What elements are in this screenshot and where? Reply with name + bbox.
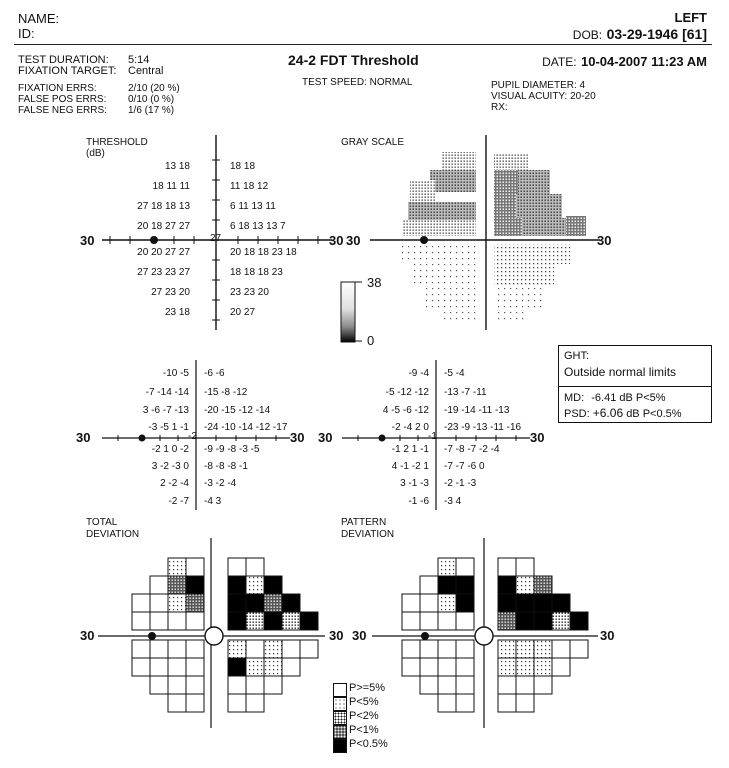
pattern-dev-row-3-left: 4 -5 -6 -12 [382, 405, 429, 416]
blind-spot-marker [150, 236, 158, 244]
dob-label: DOB: [572, 28, 603, 42]
total-dev-row-4-left: -3 -5 1 -1 [148, 422, 189, 433]
grayscale-axis-right-30: 30 [597, 233, 612, 248]
total-dev-row-5-right: -9 -9 -8 -3 -5 [204, 444, 260, 455]
total-dev-row-6-left: 3 -2 -3 0 [151, 461, 189, 472]
pattern-dev-row-4-left: -2 -4 2 0 [391, 422, 429, 433]
duration-value: 5:14 [128, 54, 150, 66]
psd-label: PSD: [564, 408, 590, 420]
pattern-dev-row-7-left: 3 -1 -3 [400, 478, 429, 489]
scale-min-label: 0 [367, 333, 375, 348]
pattern-map-axis-right-30: 30 [600, 628, 615, 643]
threshold-row-1-left: 13 18 [164, 161, 190, 172]
fixation-target-value: Central [128, 65, 164, 77]
threshold-row-3-right: 6 11 13 11 [230, 201, 276, 212]
date-field [542, 54, 707, 70]
grayscale-map [340, 130, 630, 335]
psd-p: P<0.5% [642, 408, 682, 420]
pattern-deviation-title: PATTERN DEVIATION [341, 517, 395, 540]
total-dev-row-6-right: -8 -8 -8 -1 [204, 461, 248, 472]
legend-label-p2: P<2% [349, 710, 379, 722]
threshold-row-2-left: 18 11 11 [152, 181, 190, 192]
fixation-target-label: FIXATION TARGET: [18, 65, 117, 77]
total-dev-row-5-left: -2 1 0 -2 [151, 444, 189, 455]
threshold-axis-right-30: 30 [329, 233, 344, 248]
threshold-row-7-right: 23 23 20 [230, 287, 269, 298]
psd-value: +6.06 [592, 406, 624, 420]
false-neg-value: 1/6 (17 %) [128, 105, 175, 116]
total-dev-row-1-right: -6 -6 [204, 368, 225, 379]
total-dev-blind-spot [139, 435, 146, 442]
threshold-row-5-left: 20 20 27 27 [137, 247, 190, 258]
name-label: NAME: [18, 11, 60, 26]
total-map-axis-right-30: 30 [329, 628, 344, 643]
total-deviation-map [98, 538, 325, 728]
dob-value: 03-29-1946 [61] [606, 26, 707, 42]
grayscale-gradient [338, 278, 368, 346]
pattern-dev-row-1-right: -5 -4 [444, 368, 465, 379]
false-neg-label: FALSE NEG ERRS: [18, 105, 107, 116]
total-dev-axis-left-30: 30 [76, 430, 91, 445]
pattern-dev-row-2-left: -5 -12 -12 [385, 387, 429, 398]
total-dev-row-2-left: -7 -14 -14 [145, 387, 189, 398]
total-dev-row-7-right: -3 -2 -4 [204, 478, 237, 489]
total-dev-row-2-right: -15 -8 -12 [204, 387, 248, 398]
rx: RX: [491, 102, 508, 113]
header-rule [14, 44, 712, 45]
total-dev-row-8-left: -2 -7 [168, 496, 189, 507]
legend-swatch-p1 [333, 725, 347, 739]
total-dev-foveal-value: -2 [188, 431, 197, 442]
fixation-errs-value: 2/10 (20 %) [128, 83, 180, 94]
threshold-row-8-left: 23 18 [164, 307, 190, 318]
threshold-row-2-right: 11 18 12 [230, 181, 269, 192]
total-dev-row-3-left: 3 -6 -7 -13 [142, 405, 189, 416]
legend-label-p1: P<1% [349, 724, 379, 736]
threshold-row-6-right: 18 18 18 23 [230, 267, 283, 278]
pattern-dev-row-8-left: -1 -6 [408, 496, 429, 507]
ght-title: GHT: [564, 350, 590, 362]
ght-divider [559, 386, 711, 387]
ght-result: Outside normal limits [564, 365, 677, 379]
total-dev-row-3-right: -20 -15 -12 -14 [204, 405, 271, 416]
pattern-map-axis-left-30: 30 [352, 628, 367, 643]
date-label: DATE: [542, 55, 577, 69]
pattern-dev-foveal-value: -1 [428, 431, 437, 442]
pattern-dev-row-8-right: -3 4 [444, 496, 462, 507]
visual-acuity: VISUAL ACUITY: 20-20 [491, 91, 596, 102]
threshold-unit: (dB) [86, 148, 105, 159]
pattern-dev-row-4-right: -23 -9 -13 -11 -16 [444, 422, 522, 433]
md-p: P<5% [635, 392, 666, 404]
id-label: ID: [18, 26, 35, 41]
md-value: -6.41 [591, 392, 617, 404]
scale-max-label: 38 [367, 275, 382, 290]
legend-swatch-p2 [333, 711, 347, 725]
pattern-dev-row-5-right: -7 -8 -7 -2 -4 [444, 444, 500, 455]
threshold-row-3-left: 27 18 18 13 [137, 201, 190, 212]
legend-swatch-p5-plus [333, 683, 347, 697]
threshold-title: THRESHOLD [86, 137, 148, 148]
grayscale-title: GRAY SCALE [341, 137, 404, 148]
md-row [564, 393, 666, 404]
threshold-row-1-right: 18 18 [230, 161, 256, 172]
pattern-dev-axis-left-30: 30 [318, 430, 333, 445]
grayscale-axis-left-30: 30 [346, 233, 361, 248]
total-dev-row-4-right: -24 -10 -14 -12 -17 [204, 422, 288, 433]
eye-label: LEFT [674, 10, 707, 25]
total-dev-row-1-left: -10 -5 [162, 368, 189, 379]
grayscale-dither-upper [402, 152, 586, 236]
threshold-foveal-value: 27 [210, 233, 222, 244]
pattern-dev-row-5-left: -1 2 1 -1 [391, 444, 429, 455]
legend-swatch-p05 [333, 739, 347, 753]
md-unit: dB [619, 392, 633, 404]
threshold-row-4-left: 20 18 27 27 [137, 221, 190, 232]
md-label: MD: [564, 392, 585, 404]
pattern-dev-axis-right-30: 30 [530, 430, 545, 445]
legend-label-p5-plus: P>=5% [349, 682, 386, 694]
pattern-dev-row-6-right: -7 -7 -6 0 [444, 461, 485, 472]
pattern-dev-row-7-right: -2 -1 -3 [444, 478, 477, 489]
threshold-row-5-right: 20 18 18 23 18 [230, 247, 297, 258]
pattern-dev-row-2-right: -13 -7 -11 [444, 387, 487, 398]
total-dev-row-7-left: 2 -2 -4 [160, 478, 189, 489]
threshold-row-6-left: 27 23 23 27 [137, 267, 190, 278]
ght-box [558, 345, 712, 423]
test-speed: TEST SPEED: NORMAL [302, 77, 413, 88]
program-title: 24-2 FDT Threshold [288, 52, 419, 68]
threshold-row-4-right: 6 18 13 13 7 [230, 221, 286, 232]
psd-unit: dB [626, 408, 640, 420]
psd-row [564, 407, 682, 420]
pattern-dev-row-3-right: -19 -14 -11 -13 [444, 405, 510, 416]
duration-label: TEST DURATION: [18, 54, 109, 66]
pattern-deviation-map [372, 538, 598, 728]
threshold-axis-left-30: 30 [80, 233, 95, 248]
pattern-dev-blind-spot [379, 435, 386, 442]
dob-field [573, 27, 707, 43]
pupil-diameter: PUPIL DIAMETER: 4 [491, 80, 586, 91]
total-dev-row-8-right: -4 3 [204, 496, 222, 507]
grayscale-blind-spot [420, 236, 428, 244]
total-dev-axis-right-30: 30 [290, 430, 305, 445]
total-deviation-axes [70, 355, 360, 515]
pattern-dev-row-1-left: -9 -4 [408, 368, 429, 379]
legend-label-p5: P<5% [349, 696, 379, 708]
threshold-row-7-left: 27 23 20 [151, 287, 190, 298]
total-map-axis-left-30: 30 [80, 628, 95, 643]
false-pos-value: 0/10 (0 %) [128, 94, 175, 105]
fixation-errs-label: FIXATION ERRS: [18, 83, 97, 94]
pattern-dev-row-6-left: 4 -1 -2 1 [391, 461, 429, 472]
total-deviation-title: TOTAL DEVIATION [86, 517, 140, 540]
legend-label-p05: P<0.5% [349, 738, 388, 750]
threshold-row-8-right: 20 27 [230, 307, 256, 318]
date-value: 10-04-2007 11:23 AM [581, 54, 707, 69]
legend-swatch-p5 [333, 697, 347, 711]
false-pos-label: FALSE POS ERRS: [18, 94, 107, 105]
